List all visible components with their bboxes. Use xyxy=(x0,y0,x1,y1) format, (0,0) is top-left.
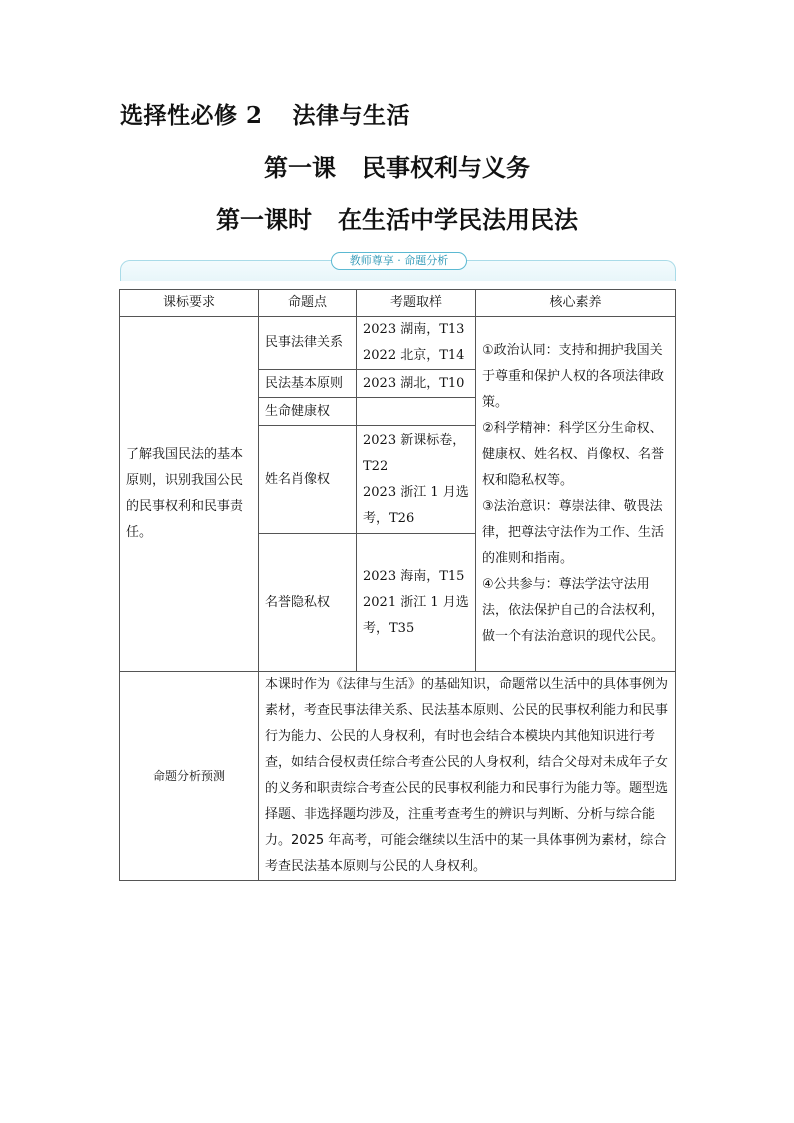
sample-item: 2022 北京，T14 xyxy=(363,348,465,363)
book-name: 选择性必修 2 xyxy=(120,102,263,129)
lesson-name: 第一课 xyxy=(264,153,336,182)
analysis-table xyxy=(119,289,676,881)
header-samples: 考题取样 xyxy=(357,290,476,317)
lesson-title xyxy=(0,148,794,183)
table-row xyxy=(120,317,676,370)
section-banner-label: 教师尊享 · 命题分析 xyxy=(331,252,467,270)
header-requirement: 课标要求 xyxy=(120,290,259,317)
samples-cell xyxy=(357,370,476,398)
topic-cell: 民事法律关系 xyxy=(259,317,357,370)
requirement-cell: 了解我国民法的基本原则，识别我国公民的民事权利和民事责任。 xyxy=(120,317,259,672)
sample-item: 2021 浙江 1 月选考，T35 xyxy=(363,594,469,636)
book-subtitle: 法律与生活 xyxy=(292,102,411,129)
core-item: ④公共参与：尊法学法守法用法，依法保护自己的合法权利，做一个有法治意识的现代公民。 xyxy=(482,577,665,644)
header-topic: 命题点 xyxy=(259,290,357,317)
lesson-subject: 民事权利与义务 xyxy=(362,153,530,182)
analysis-text: 本课时作为《法律与生活》的基础知识，命题常以生活中的具体事例为素材，考查民事法律关系、民法基本原则、公民的民事权利能力和民事行为能力、公民的人身权利，有时也会结合本模块内其他知识进行考查，如结合侵权责任综合考查公民的人身权利，结合父母对未成年子女的义务和职责综合考查公民的民事权利能力和民事行为能力等。题型选择题、非选择题均涉及，注重考查考生的辨识与判断、分析与综合能力。2025 年高考，可能会继续以生活中的某一具体事例为素材，综合考查民法基本原则与公民的人身权利。 xyxy=(259,672,676,881)
book-title xyxy=(120,97,410,130)
period-title xyxy=(0,200,794,235)
sample-item: 2023 新课标卷，T22 xyxy=(363,432,466,474)
analysis-row xyxy=(120,672,676,881)
topic-cell: 名誉隐私权 xyxy=(259,534,357,672)
samples-cell xyxy=(357,426,476,534)
sample-item: 2023 湖北，T10 xyxy=(363,375,465,391)
core-item: ③法治意识：尊崇法律、敬畏法律，把尊法守法作为工作、生活的准则和指南。 xyxy=(482,499,665,566)
core-item: ②科学精神：科学区分生命权、健康权、姓名权、肖像权、名誉权和隐私权等。 xyxy=(482,421,665,488)
table-header-row xyxy=(120,290,676,317)
core-item: ①政治认同：支持和拥护我国关于尊重和保护人权的各项法律政策。 xyxy=(482,343,665,410)
samples-cell xyxy=(357,317,476,370)
core-cell xyxy=(476,317,676,672)
period-name: 第一课时 xyxy=(216,205,312,234)
header-core: 核心素养 xyxy=(476,290,676,317)
topic-cell: 生命健康权 xyxy=(259,398,357,426)
analysis-label: 命题分析预测 xyxy=(120,672,259,881)
period-subject: 在生活中学民法用民法 xyxy=(338,205,578,234)
sample-item: 2023 湖南，T13 xyxy=(363,322,465,337)
topic-cell: 民法基本原则 xyxy=(259,370,357,398)
samples-cell xyxy=(357,398,476,426)
topic-cell: 姓名肖像权 xyxy=(259,426,357,534)
sample-item: 2023 海南，T15 xyxy=(363,568,465,584)
sample-item: 2023 浙江 1 月选考，T26 xyxy=(363,484,469,526)
samples-cell xyxy=(357,534,476,672)
